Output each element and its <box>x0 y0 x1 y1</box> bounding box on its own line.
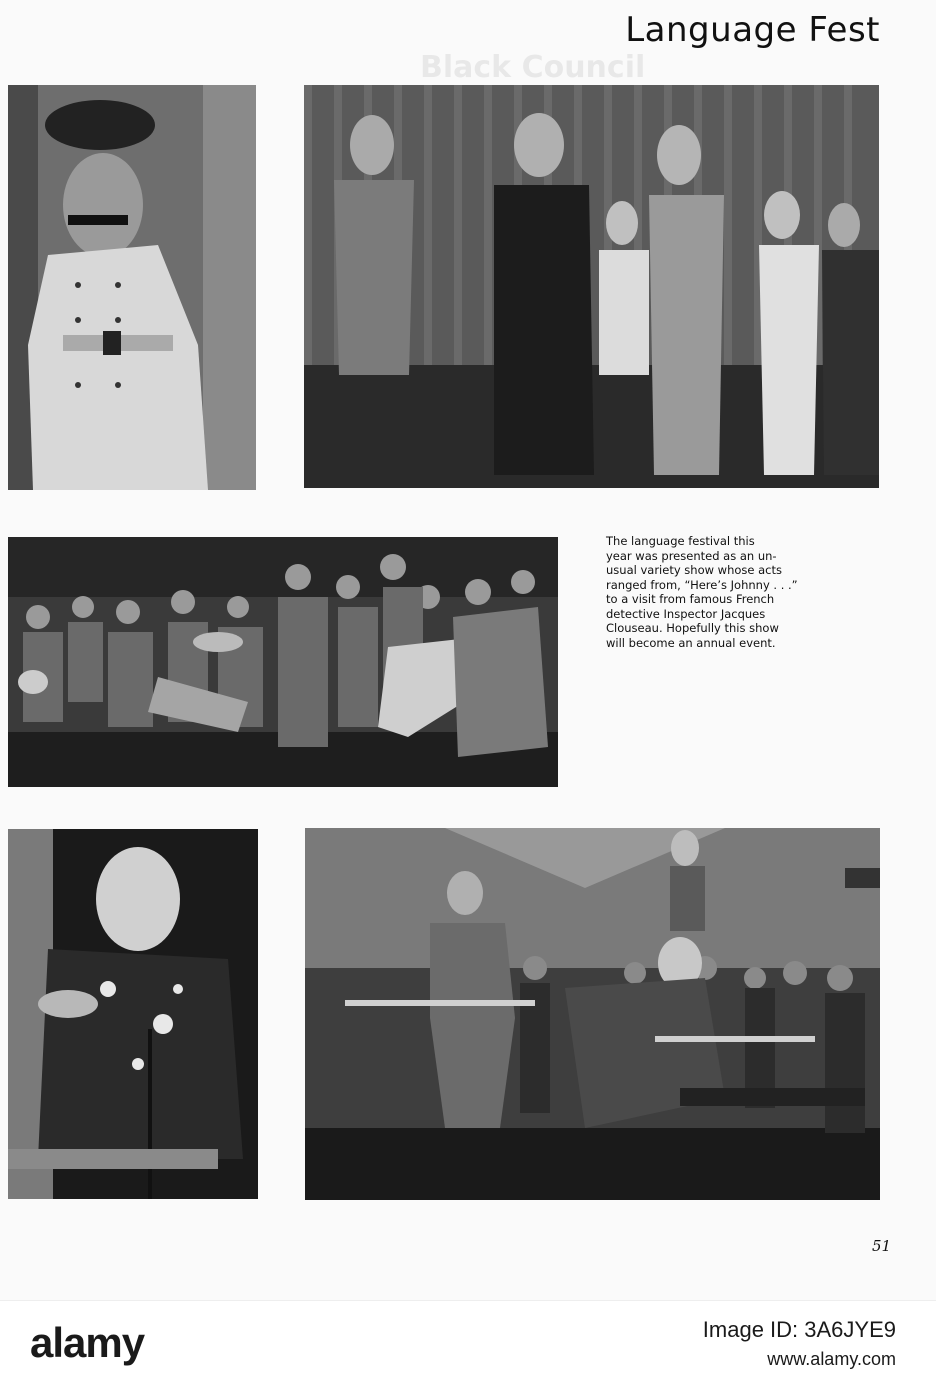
watermark-url: www.alamy.com <box>767 1349 896 1369</box>
photo-singers-image <box>304 85 879 488</box>
photo-detective-image <box>8 85 256 490</box>
photo-detective-trenchcoat <box>8 85 256 490</box>
photo-audience-image <box>8 537 558 787</box>
photo-pie-face-microphone <box>8 829 258 1199</box>
photo-singers-on-stage <box>304 85 879 488</box>
page-title: Language Fest <box>625 10 880 50</box>
bleed-through-text: Black Council <box>420 50 646 85</box>
watermark-logo: alamy <box>30 1319 145 1366</box>
photo-pie-face-image <box>8 829 258 1199</box>
photo-performers-with-poles <box>305 828 880 1200</box>
photo-caption: The language festival this year was presented as an un- usual variety show whose acts ranged from, “Here’s Johnny . . .” to a visit from famous French detective Inspector Jacques Clouseau. Hopefully this show will become an annual event. <box>606 534 798 650</box>
watermark-bar <box>0 1300 936 1391</box>
page-number: 51 <box>872 1237 892 1255</box>
watermark-image-id: Image ID: 3A6JYE9 <box>702 1317 896 1342</box>
photo-audience-reaching <box>8 537 558 787</box>
photo-performers-image <box>305 828 880 1200</box>
